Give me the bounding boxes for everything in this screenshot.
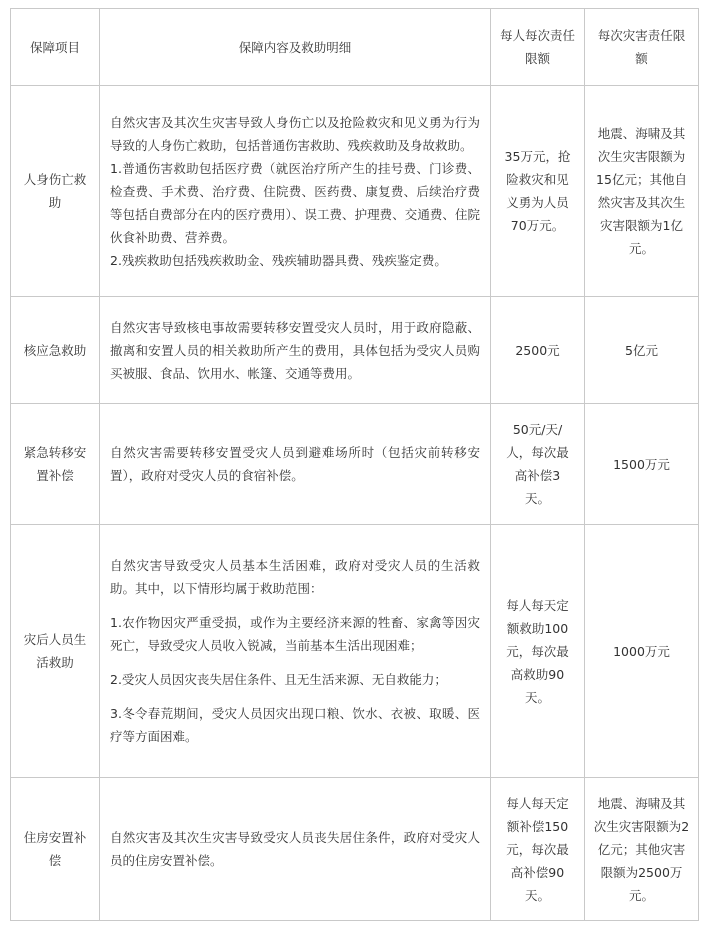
benefits-table — [10, 8, 699, 921]
table-row — [11, 778, 699, 921]
detail-paragraph: 自然灾害及其次生灾害导致人身伤亡以及抢险救灾和见义勇为行为导致的人身伤亡救助，包括普通伤害救助、残疾救助及身故救助。 — [110, 114, 480, 153]
cell-per-event-limit: 1000万元 — [585, 525, 699, 778]
cell-detail — [100, 525, 491, 778]
cell-per-event-limit: 1500万元 — [585, 404, 699, 525]
detail-paragraph: 2.受灾人员因灾丧失居住条件、且无生活来源、无自救能力； — [110, 672, 447, 687]
table-row — [11, 86, 699, 297]
cell-item: 紧急转移安置补偿 — [11, 404, 100, 525]
cell-detail — [100, 404, 491, 525]
header-detail: 保障内容及救助明细 — [100, 9, 491, 86]
cell-per-person-limit: 2500元 — [491, 297, 585, 404]
table-row — [11, 404, 699, 525]
detail-paragraph: 自然灾害导致核电事故需要转移安置受灾人员时，用于政府隐蔽、撤离和安置人员的相关救助所产生的费用，具体包括为受灾人员购买被服、食品、饮用水、帐篷、交通等费用。 — [110, 319, 480, 381]
cell-per-person-limit: 每人每天定额补偿150元，每次最高补偿90天。 — [491, 778, 585, 921]
cell-detail — [100, 778, 491, 921]
header-item: 保障项目 — [11, 9, 100, 86]
cell-detail — [100, 86, 491, 297]
detail-paragraph: 1.普通伤害救助包括医疗费（就医治疗所产生的挂号费、门诊费、检查费、手术费、治疗费、住院费、医药费、康复费、后续治疗费等包括自费部分在内的医疗费用）、误工费、护理费、交通费、住院伙食补助费、营养费。 — [110, 160, 480, 245]
cell-per-event-limit: 5亿元 — [585, 297, 699, 404]
header-per-person-limit: 每人每次责任限额 — [491, 9, 585, 86]
detail-paragraph: 自然灾害需要转移安置受灾人员到避难场所时（包括灾前转移安置），政府对受灾人员的食宿补偿。 — [110, 445, 480, 483]
cell-item: 人身伤亡救助 — [11, 86, 100, 297]
table-row — [11, 297, 699, 404]
detail-paragraph: 1.农作物因灾严重受损，或作为主要经济来源的牲畜、家禽等因灾死亡，导致受灾人员收入锐减，当前基本生活出现困难； — [110, 615, 480, 653]
cell-per-event-limit: 地震、海啸及其次生灾害限额为2亿元；其他灾害限额为2500万元。 — [585, 778, 699, 921]
detail-paragraph: 自然灾害及其次生灾害导致受灾人员丧失居住条件，政府对受灾人员的住房安置补偿。 — [110, 830, 480, 868]
cell-per-person-limit: 35万元，抢险救灾和见义勇为人员70万元。 — [491, 86, 585, 297]
cell-item: 灾后人员生活救助 — [11, 525, 100, 778]
cell-per-event-limit: 地震、海啸及其次生灾害限额为15亿元；其他自然灾害及其次生灾害限额为1亿元。 — [585, 86, 699, 297]
cell-detail — [100, 297, 491, 404]
detail-paragraph: 3.冬令春荒期间，受灾人员因灾出现口粮、饮水、衣被、取暖、医疗等方面困难。 — [110, 706, 480, 744]
table-row — [11, 525, 699, 778]
cell-item: 住房安置补偿 — [11, 778, 100, 921]
header-per-event-limit: 每次灾害责任限额 — [585, 9, 699, 86]
table-header-row — [11, 9, 699, 86]
detail-paragraph: 2.残疾救助包括残疾救助金、残疾辅助器具费、残疾鉴定费。 — [110, 252, 447, 268]
cell-per-person-limit: 50元/天/人，每次最高补偿3天。 — [491, 404, 585, 525]
cell-per-person-limit: 每人每天定额救助100元，每次最高救助90天。 — [491, 525, 585, 778]
cell-item: 核应急救助 — [11, 297, 100, 404]
detail-paragraph: 自然灾害导致受灾人员基本生活困难，政府对受灾人员的生活救助。其中，以下情形均属于救助范围： — [110, 558, 480, 596]
